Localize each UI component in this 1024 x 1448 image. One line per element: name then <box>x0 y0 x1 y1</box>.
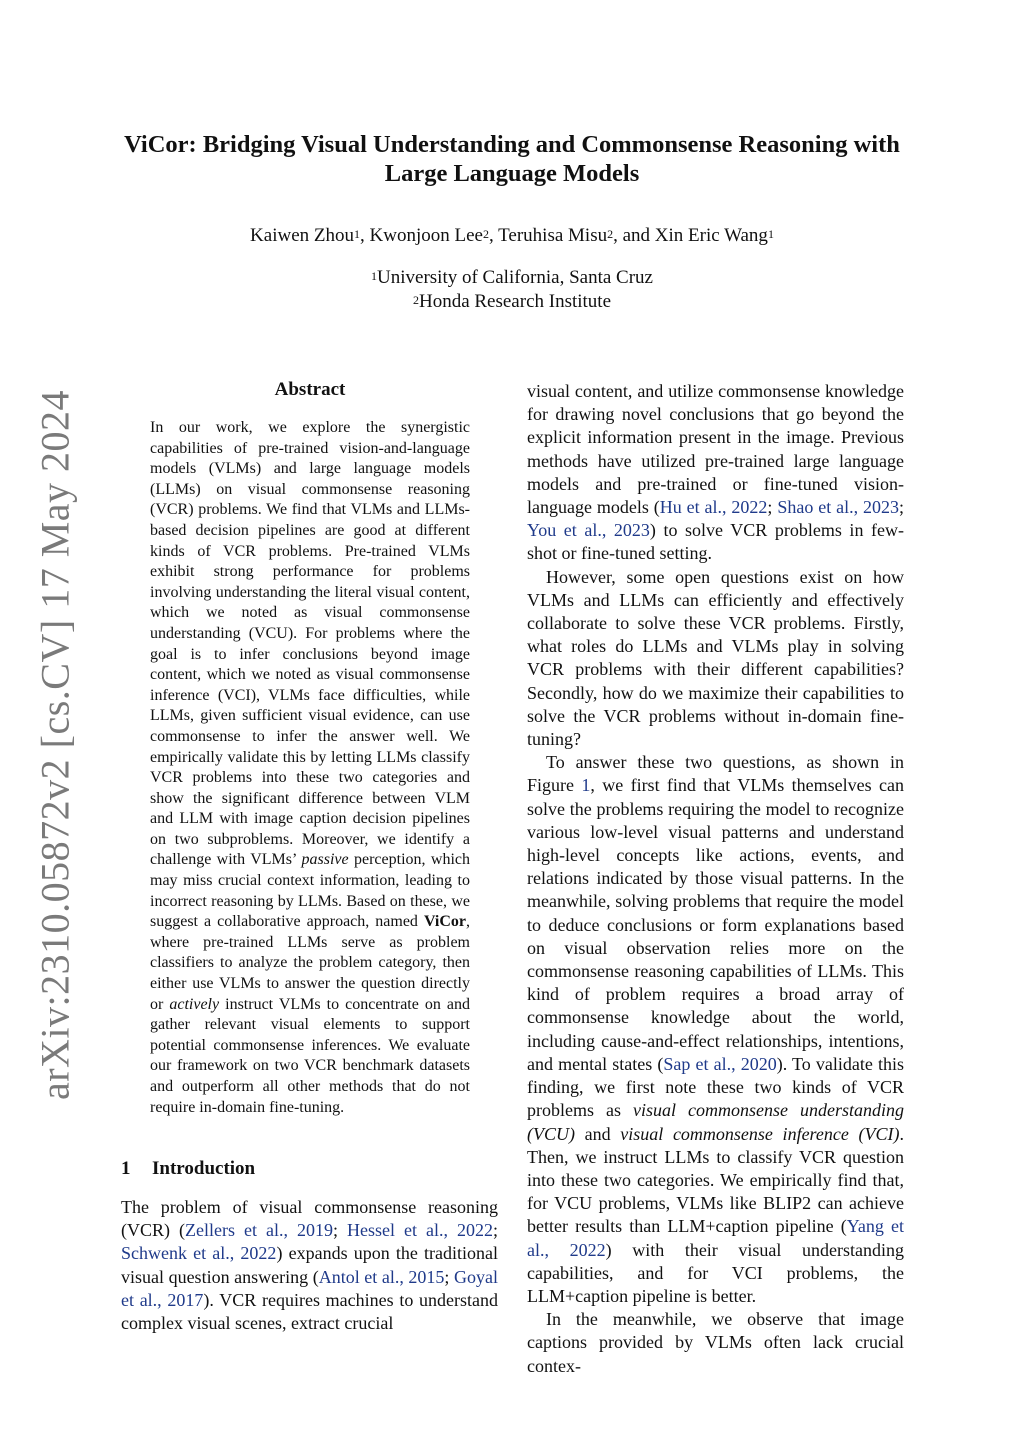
abstract-text: instruct VLMs to concentrate on and gather relevant visual elements to support potential commonsense inferences. We evaluate our framework on two VCR benchmark datasets and outperform all other methods that do not require in-domain fine-tuning. <box>150 995 471 1116</box>
author-separator: , <box>488 225 499 246</box>
citation-link[interactable]: Sap et al., 2020 <box>663 1053 777 1074</box>
author-separator: , and <box>613 225 655 246</box>
author-affiliation-mark: 1 <box>767 227 774 241</box>
arxiv-identifier-stamp: arXiv:2310.05872v2 [cs.CV] 17 May 2024 <box>32 389 78 1101</box>
intro-paragraph-2: However, some open questions exist on how VLMs and LLMs can efficiently and effectively collaborate to solve these VCR problems. Firstly, what roles do LLMs and VLMs play in solving VCR problems with their different capabilities? Secondly, how do we maximize their capabilities to solve the VCR problems without in-domain fine-tuning? <box>527 566 904 750</box>
body-text: To answer these two questions, as shown in Figure <box>527 752 904 796</box>
body-text: ; <box>332 1220 347 1241</box>
citation-link[interactable]: Schwenk et al., 2022 <box>121 1243 277 1264</box>
citation-link[interactable]: You et al., 2023 <box>527 520 650 541</box>
citation-link[interactable]: Shao et al., 2023 <box>777 497 899 518</box>
affiliation-name: Honda Research Institute <box>418 291 612 312</box>
affiliation-name: University of California, Santa Cruz <box>377 267 653 288</box>
author: Xin Eric Wang <box>654 225 768 246</box>
affiliation <box>110 290 914 314</box>
affiliation-number: 2 <box>412 293 419 307</box>
abstract-emphasis: actively <box>169 995 220 1013</box>
body-text: ). To validate this finding, we first note these two kinds of VCR problems as <box>527 1053 904 1121</box>
body-text: ; <box>444 1266 454 1287</box>
citation-link[interactable]: Goyal et al., 2017 <box>121 1266 498 1310</box>
author: Teruhisa Misu <box>498 225 608 246</box>
intro-paragraph-1-continued <box>527 380 904 566</box>
body-text: ) to solve VCR problems in few-shot or fine-tuned setting. <box>527 520 904 564</box>
abstract-emphasis: passive <box>301 851 349 869</box>
body-text: and <box>575 1123 621 1144</box>
citation-link[interactable]: Hessel et al., 2022 <box>346 1220 493 1241</box>
affiliation-number: 1 <box>371 269 378 283</box>
author-list <box>110 224 914 248</box>
body-text: ; <box>767 497 778 518</box>
citation-link[interactable]: Hu et al., 2022 <box>659 497 768 518</box>
section-title: Introduction <box>152 1158 256 1179</box>
intro-paragraph-4: In the meanwhile, we observe that image captions provided by VLMs often lack crucial contex- <box>527 1309 904 1376</box>
body-text: The problem of visual commonsense reasoning (VCR) ( <box>121 1197 498 1241</box>
term-emphasis: visual commonsense understanding (VCU) <box>527 1100 904 1144</box>
method-name: ViCor <box>423 913 466 931</box>
abstract-body <box>150 418 470 1118</box>
term-emphasis: visual commonsense inference (VCI) <box>620 1123 900 1144</box>
author-separator: , <box>360 225 370 246</box>
section-heading-introduction <box>121 1158 255 1180</box>
author: Kaiwen Zhou <box>250 225 354 246</box>
author-affiliation-mark: 2 <box>607 227 614 241</box>
body-text: ; <box>899 497 905 518</box>
abstract-text: In our work, we explore the synergistic capabilities of pre-trained vision-and-language models (VLMs) and large language models (LLMs) on visual commonsense reasoning (VCR) problems. We find that VLMs and LLMs-based decision pipelines are good at different kinds of VCR problems. Pre-trained VLMs exhibit strong performance for problems involving understanding the literal visual content, which we noted as visual commonsense understanding (VCU). For problems where the goal is to infer conclusions beyond image content, which we noted as visual commonsense inference (VCI), VLMs face difficulties, while LLMs, given sufficient visual evidence, can use commonsense to infer the answer well. We empirically validate this by letting LLMs classify VCR problems into these two categories and show the significant difference between VLM and LLM with image caption decision pipelines on two subproblems. Moreover, we identify a challenge with VLMs’ <box>150 419 470 869</box>
affiliation <box>110 266 914 290</box>
author: Kwonjoon Lee <box>369 225 483 246</box>
citation-link[interactable]: Antol et al., 2015 <box>318 1266 445 1287</box>
body-text: . Then, we instruct LLMs to classify VCR question into these two categories. We empirically find that, for VCU problems, VLMs like BLIP2 can achieve better results than LLM+caption pipeline ( <box>527 1123 904 1237</box>
body-text: ) expands upon the traditional visual question answering ( <box>121 1243 498 1287</box>
paper-title <box>110 130 914 188</box>
citation-link[interactable]: Zellers et al., 2019 <box>185 1220 333 1241</box>
author-affiliation-mark: 1 <box>354 227 360 241</box>
title-line-1: ViCor: Bridging Visual Understanding and Commonsense Reasoning with <box>124 131 900 158</box>
abstract-text: perception, which may miss crucial context information, leading to incorrect reasoning by LLMs. Based on these, we suggest a collaborative approach, named <box>150 851 471 931</box>
abstract-heading: Abstract <box>274 379 346 400</box>
section-number: 1 <box>121 1158 131 1179</box>
body-text: ). VCR requires machines to understand complex visual scenes, extract crucial <box>121 1289 499 1334</box>
intro-paragraph-1-start <box>121 1196 498 1335</box>
body-text: ) with their visual understanding capabilities, and for VCI problems, the LLM+caption pipeline is better. <box>527 1239 904 1306</box>
author-affiliation-mark: 2 <box>482 227 489 241</box>
citation-link[interactable]: Yang et al., 2022 <box>527 1216 904 1260</box>
title-line-2: Large Language Models <box>384 160 640 187</box>
figure-reference-link[interactable]: 1 <box>581 775 591 796</box>
right-column <box>527 380 904 1378</box>
intro-paragraph-3 <box>527 751 904 1308</box>
affiliation-list <box>110 266 914 314</box>
body-text: , we first find that VLMs themselves can solve the problems requiring the model to recognize various low-level visual patterns and understand high-level concepts like actions, events, and relations indicated by those visual patterns. In the meanwhile, solving problems that require the model to deduce conclusions or form explanations based on visual observation relies more on the commonsense reasoning capabilities of LLMs. This kind of problem requires a broad array of commonsense knowledge about the world, including cause-and-effect relationships, intentions, and mental states ( <box>527 775 904 1074</box>
body-text: visual content, and utilize commonsense knowledge for drawing novel conclusions that go beyond the explicit information present in the image. Previous methods have utilized pre-trained large language models and pre-trained or fine-tuned vision-language models ( <box>527 381 904 518</box>
abstract-text: , where pre-trained LLMs serve as problem classifiers to analyze the problem category, then either use VLMs to answer the question directly or <box>150 913 470 1013</box>
body-text: ; <box>492 1220 498 1241</box>
